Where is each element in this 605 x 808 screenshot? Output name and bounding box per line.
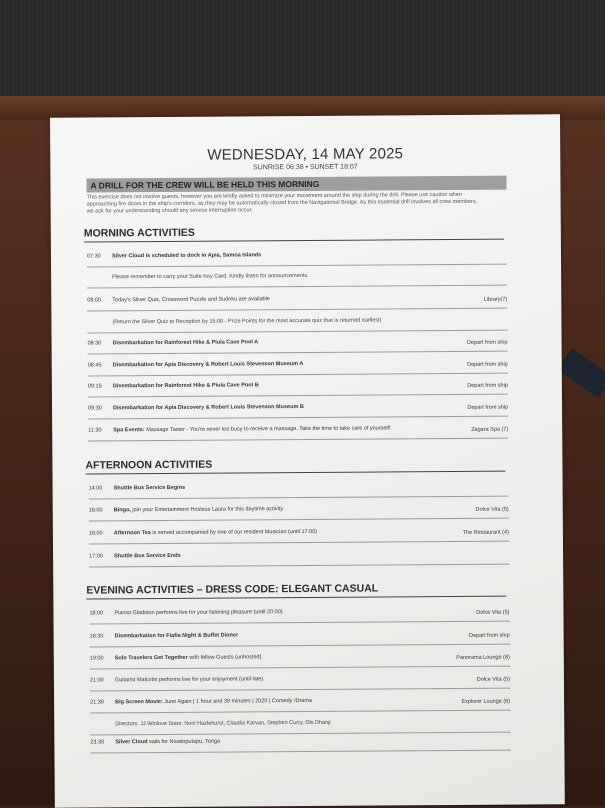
activity-description xyxy=(114,553,181,559)
activity-highlight: Solo Travelers Get Together xyxy=(114,654,188,662)
activity-time: 16:00 xyxy=(88,507,103,514)
activity-location: Depart from ship xyxy=(466,339,508,346)
activity-description xyxy=(115,698,312,705)
activity-description xyxy=(113,339,259,346)
activity-location: Panorama Lounge (8) xyxy=(456,654,510,661)
activity-row xyxy=(87,272,507,289)
activity-detail: June Again | 1 hour and 39 minutes | 2020 | Comedy /Drama xyxy=(162,697,313,706)
activity-location: Dolce Vita (5) xyxy=(475,506,509,513)
activity-detail: Massage Taster - You're never too busy to receive a massage. Take the time to take care of yourself! xyxy=(144,425,391,434)
activity-highlight: Spa Events: xyxy=(113,427,145,434)
activity-location: Explorer Lounge (6) xyxy=(461,698,511,705)
activity-time: 08:00 xyxy=(87,297,102,304)
activity-time: 11:30 xyxy=(88,427,102,434)
activity-description xyxy=(112,252,261,259)
drill-text xyxy=(87,192,507,216)
activity-highlight: Afternoon Tea xyxy=(113,530,151,537)
activity-description xyxy=(115,632,239,639)
activity-row xyxy=(90,675,510,692)
activity-highlight: Shuttle Bus Service Ends xyxy=(114,552,181,560)
activity-row xyxy=(88,403,508,420)
activity-location: Dolce Vita (5) xyxy=(476,609,510,616)
activity-detail: Today's Silver Quiz, Crossword Puzzle and Sudoku are available xyxy=(112,296,270,304)
activity-time: 08:45 xyxy=(87,362,102,369)
drill-title: A DRILL FOR THE CREW WILL BE HELD THIS MORNING xyxy=(86,176,506,193)
activity-location: Depart from ship xyxy=(468,632,510,639)
activity-detail: sails for Niuatoputapu, Tonga xyxy=(147,738,221,746)
activity-highlight: Silver Cloud xyxy=(115,739,148,746)
morning-section-title xyxy=(84,225,504,243)
activity-description xyxy=(112,296,270,303)
activity-description xyxy=(115,676,263,683)
activity-highlight: Disembarkation for Apia Discovery & Robert Louis Stevenson Museum B xyxy=(113,404,304,412)
activity-row xyxy=(89,483,509,500)
activity-row xyxy=(90,653,510,670)
activity-row xyxy=(87,295,507,312)
activity-detail: with fellow Guests (unhosted) xyxy=(187,654,262,661)
activity-description xyxy=(113,361,304,368)
activity-description xyxy=(114,609,282,616)
activity-note: Please remember to carry your Suite Key Card. Kindly listen for announcements. xyxy=(112,272,309,281)
drill-line: This exercise does not involve guests, however you are kindly asked to minimize your movement around the ship during the drill. Please use caution when xyxy=(86,191,462,201)
activity-time: 17:00 xyxy=(89,553,103,560)
activity-detail: join your Entertainment Hostess Laura for this daytime activity xyxy=(130,506,284,514)
activity-detail: Pianist Gladston performs live for your listening pleasure (until 20:00) xyxy=(114,609,283,617)
activity-row xyxy=(90,631,510,648)
activity-time: 18:00 xyxy=(89,610,104,617)
activity-highlight: Disembarkation for Apia Discovery & Robert Louis Stevenson Museum A xyxy=(112,361,304,369)
activity-note: (Return the Silver Quiz to Reception by 15:00 - Prize Points for the most accurate quiz that is returned earliest) xyxy=(112,317,382,326)
activity-time: 09:15 xyxy=(87,383,102,390)
activity-time: 19:00 xyxy=(89,655,104,662)
activity-location: Zàgara Spa (7) xyxy=(471,426,509,433)
activity-row xyxy=(89,551,509,568)
sunrise-sunset: SUNRISE 06:38 • SUNSET 18:07 xyxy=(253,163,358,172)
drill-notice xyxy=(86,176,506,216)
activity-row xyxy=(87,251,507,268)
activity-description xyxy=(115,654,262,661)
activity-description xyxy=(113,404,304,411)
activity-time: 14:00 xyxy=(88,485,103,492)
activity-row xyxy=(90,737,510,754)
activity-row xyxy=(88,425,508,442)
activity-time: 21:00 xyxy=(89,677,104,684)
section-heading: EVENING ACTIVITIES – DRESS CODE: ELEGANT CASUAL xyxy=(86,582,506,600)
daily-program-sheet xyxy=(50,114,565,808)
afternoon-section-title xyxy=(85,457,505,475)
activity-description xyxy=(115,739,220,746)
activity-row xyxy=(88,381,508,398)
activity-description xyxy=(113,382,259,389)
activity-row xyxy=(90,697,510,714)
activity-time: 09:30 xyxy=(88,405,102,412)
activity-row xyxy=(89,505,509,522)
activity-location: The Restaurant (4) xyxy=(462,529,509,536)
activity-highlight: Disembarkation for Fiafia Night & Buffet Dinner xyxy=(114,632,239,640)
activity-row xyxy=(88,360,508,377)
activity-highlight: Shuttle Bus Service Begins xyxy=(113,484,186,492)
header xyxy=(50,144,560,173)
background-fabric xyxy=(0,0,605,100)
section-heading: MORNING ACTIVITIES xyxy=(84,225,504,243)
activity-time: 07:30 xyxy=(86,253,101,260)
activity-time: 23:30 xyxy=(90,739,105,746)
activity-description xyxy=(113,425,391,433)
activity-description xyxy=(114,529,317,536)
activity-highlight: Silver Cloud is scheduled to dock in Apia, Samoa Islands xyxy=(111,252,262,260)
activity-location: Depart from ship xyxy=(467,382,508,389)
activity-time: 16:00 xyxy=(88,530,103,537)
activity-row xyxy=(89,528,509,545)
drill-line: approaching fire doors in the ship's corridors, as they may be automatically closed from the Navigational Bridge. As this essential drill involves all crew members, xyxy=(86,198,478,208)
activity-location: Depart from ship xyxy=(467,361,508,368)
activity-highlight: Disembarkation for Rainforest Hike & Piula Cave Pool B xyxy=(112,382,259,390)
activity-highlight: Big Screen Movie: xyxy=(115,699,163,706)
activity-highlight: Disembarkation for Rainforest Hike & Piula Cave Pool A xyxy=(112,339,259,347)
activity-time: 08:30 xyxy=(87,340,102,347)
activity-detail: Guitarist Malcolm performs live for your enjoyment (until late) xyxy=(114,676,264,684)
activity-row xyxy=(88,338,508,355)
activity-location: Library(7) xyxy=(483,296,508,303)
activity-time: 21:30 xyxy=(90,699,104,706)
activity-description xyxy=(114,485,186,491)
activity-time: 18:30 xyxy=(89,633,104,640)
drill-line: we ask for your understanding should any service interruption occur. xyxy=(86,207,253,215)
activity-note: Directors: JJ Winlove Stars: Noni Hazlehurst, Claudia Karvan, Stephen Curry, Ols Dhanji xyxy=(115,719,331,728)
section-heading: AFTERNOON ACTIVITIES xyxy=(85,457,505,475)
activity-highlight: Bingo, xyxy=(113,507,131,514)
activity-detail: is served accompanied by one of our resident Musician (until 17:00) xyxy=(150,528,318,537)
page-title: WEDNESDAY, 14 MAY 2025 xyxy=(207,145,404,164)
activity-row xyxy=(90,719,510,736)
activity-description xyxy=(114,506,283,513)
evening-section-title xyxy=(86,582,506,600)
activity-row xyxy=(89,608,509,625)
activity-location: Depart from ship xyxy=(467,404,509,411)
activity-row xyxy=(87,317,507,334)
activity-location: Dolce Vita (5) xyxy=(476,676,510,683)
